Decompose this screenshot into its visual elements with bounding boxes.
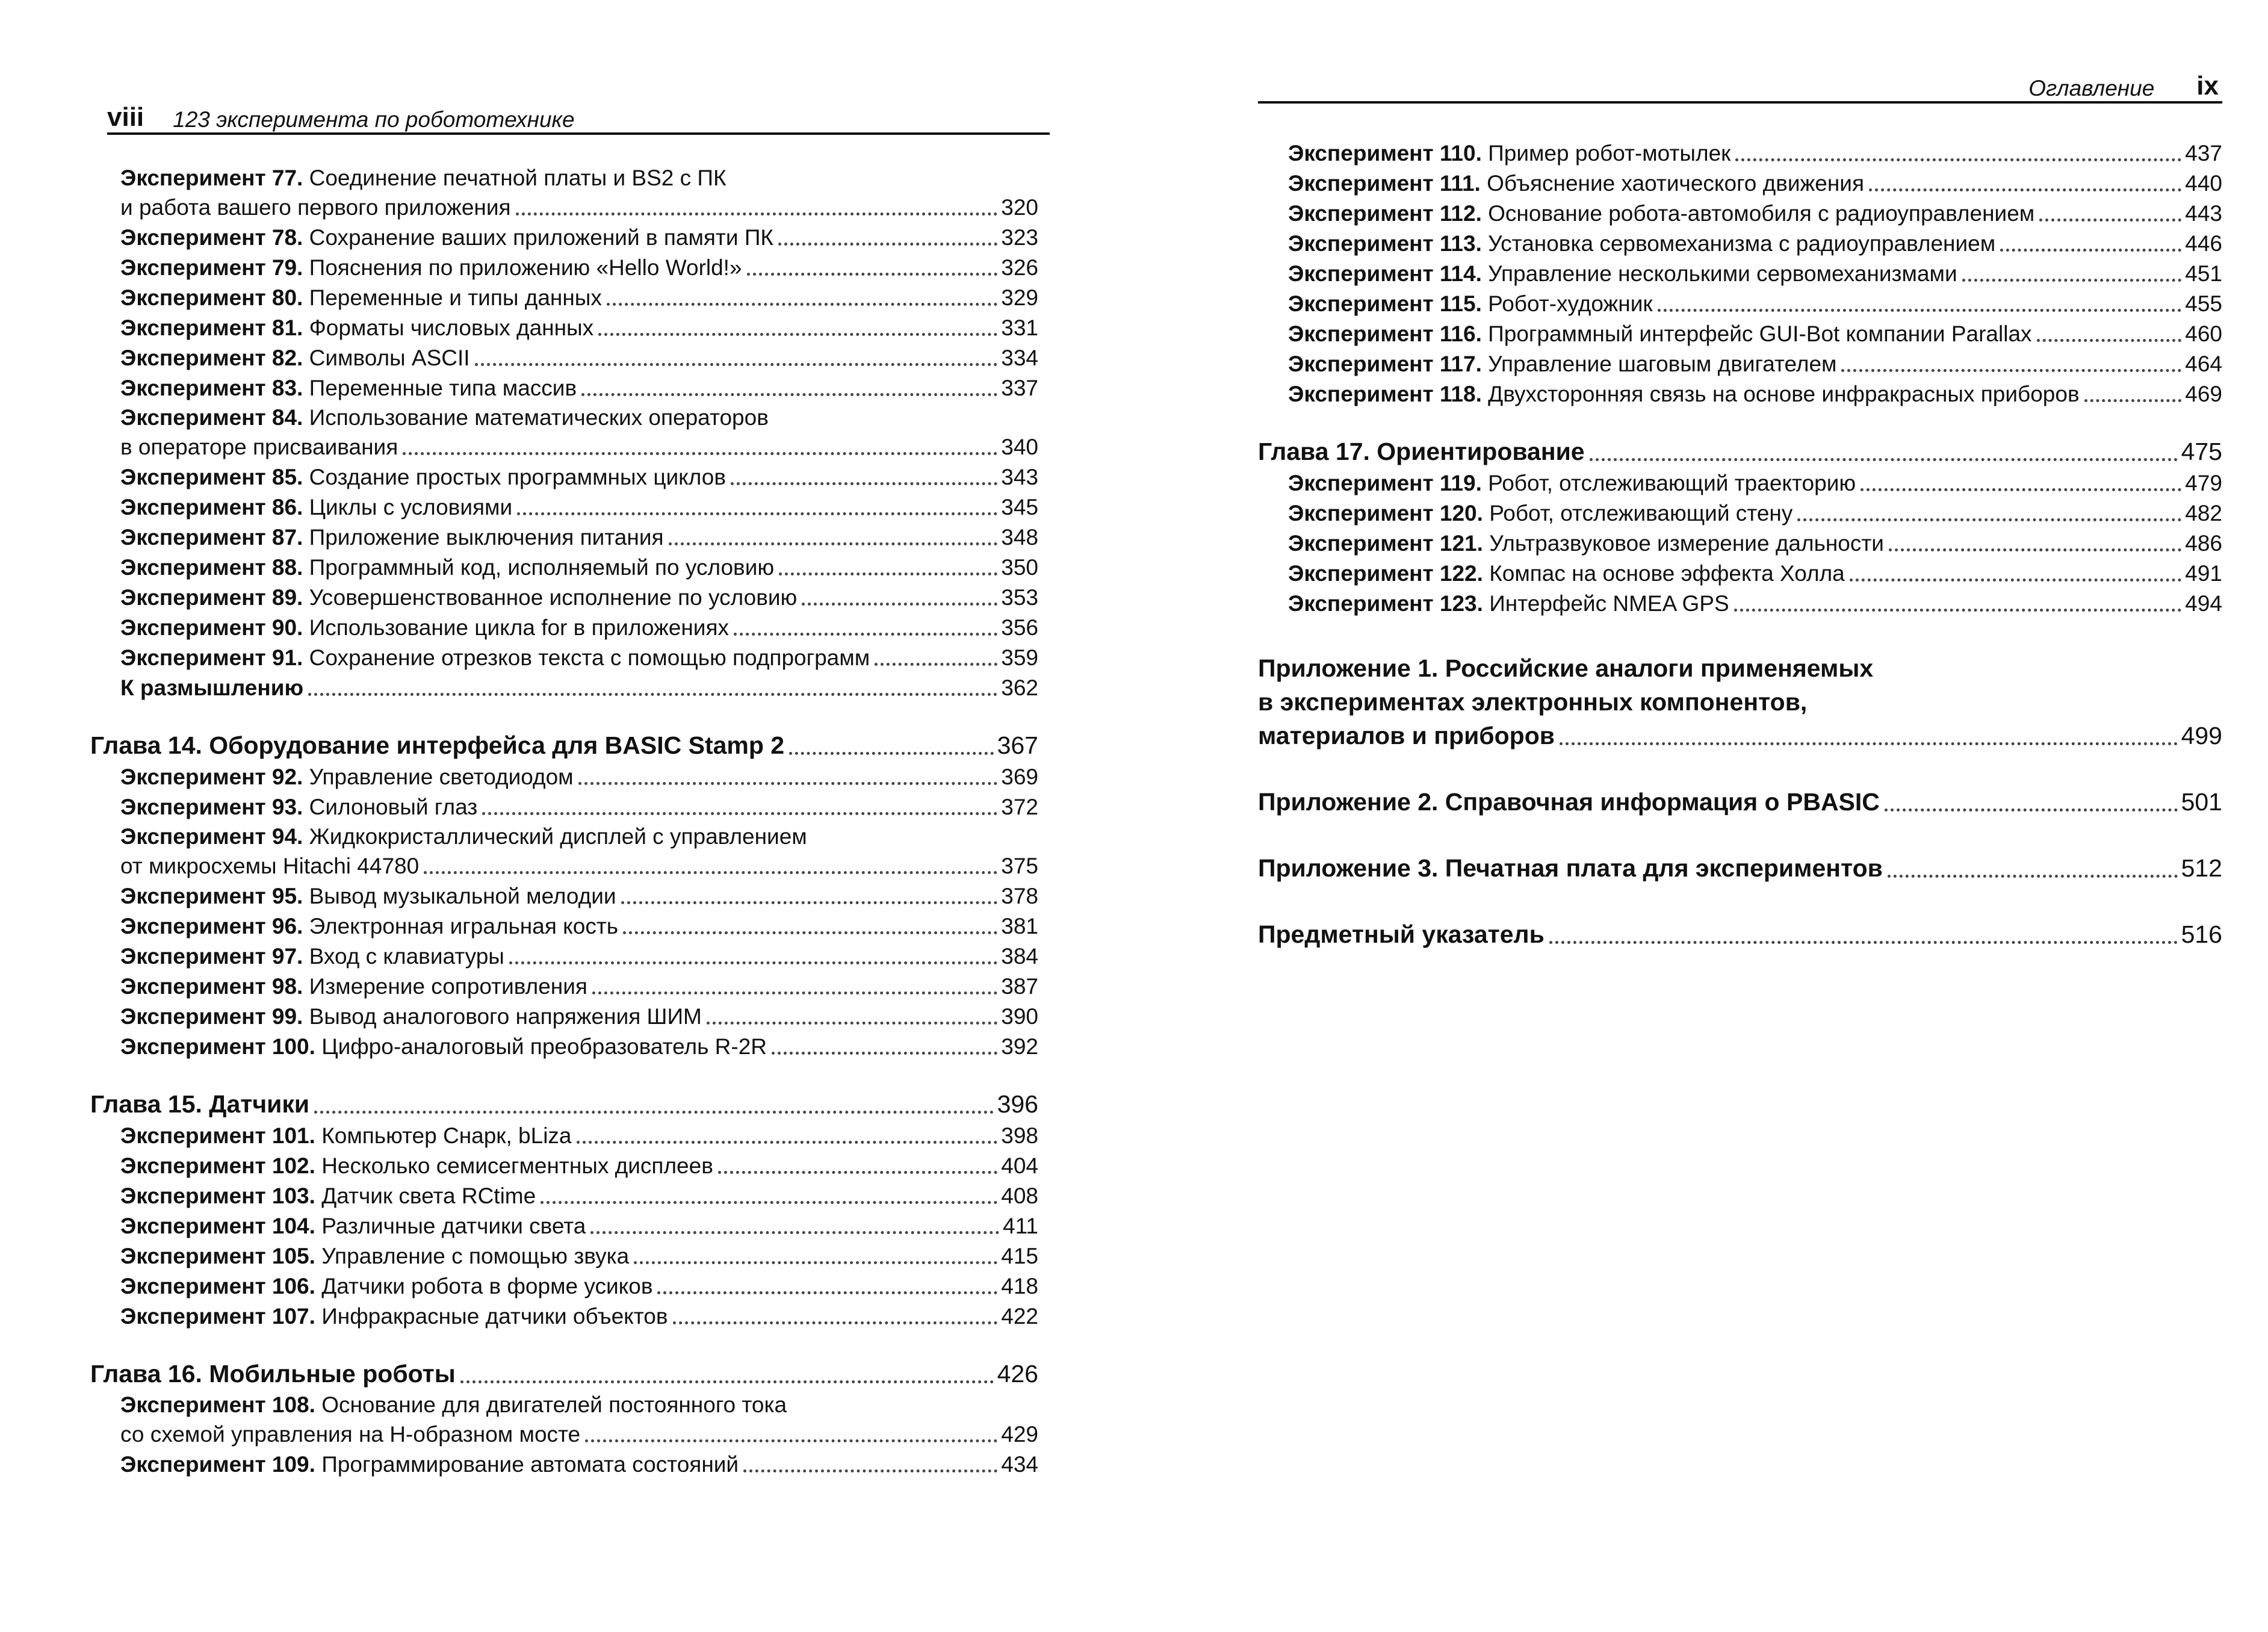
toc-entry-86[interactable]: Эксперимент 86. Циклы с условиями 345: [120, 495, 1038, 520]
toc-entry-113[interactable]: Эксперимент 113. Установка сервомеханизма с радиоуправлением 446: [1288, 231, 2222, 256]
toc-entry-106[interactable]: Эксперимент 106. Датчики робота в форме усиков 418: [120, 1274, 1038, 1298]
toc-entry-94[interactable]: от микросхемы Hitachi 44780 375: [120, 854, 1038, 878]
toc-entry-88[interactable]: Эксперимент 88. Программный код, исполняемый по условию 350: [120, 555, 1038, 580]
toc-entry-112[interactable]: Эксперимент 112. Основание робота-автомобиля с радиоуправлением 443: [1288, 201, 2222, 226]
right-toc: [1258, 138, 2222, 951]
toc-entry-91[interactable]: Эксперимент 91. Сохранение отрезков текста с помощью подпрограмм 359: [120, 645, 1038, 670]
toc-entry-84-line1: Эксперимент 84. Использование математических операторов: [120, 405, 769, 430]
toc-entry-108-line1: Эксперимент 108. Основание для двигателей постоянного тока: [120, 1392, 787, 1417]
toc-entry-99[interactable]: Эксперимент 99. Вывод аналогового напряжения ШИМ 390: [120, 1004, 1038, 1029]
left-page-number: viii: [107, 102, 144, 132]
toc-entry-83[interactable]: Эксперимент 83. Переменные типа массив 337: [120, 376, 1038, 400]
toc-entry-120[interactable]: Эксперимент 120. Робот, отслеживающий стену 482: [1288, 501, 2222, 526]
toc-entry-84[interactable]: в операторе присваивания 340: [120, 435, 1038, 459]
toc-entry-81[interactable]: Эксперимент 81. Форматы числовых данных 331: [120, 315, 1038, 340]
toc-entry-77[interactable]: и работа вашего первого приложения 320: [120, 195, 1038, 220]
toc-entry-121[interactable]: Эксперимент 121. Ультразвуковое измерение дальности 486: [1288, 531, 2222, 556]
toc-entry-117[interactable]: Эксперимент 117. Управление шаговым двигателем 464: [1288, 352, 2222, 376]
toc-chapter-16[interactable]: Глава 16. Мобильные роботы 426: [90, 1360, 1038, 1388]
toc-entry-105[interactable]: Эксперимент 105. Управление с помощью звука 415: [120, 1244, 1038, 1268]
toc-index[interactable]: Предметный указатель 516: [1258, 920, 2222, 948]
toc-entry-123[interactable]: Эксперимент 123. Интерфейс NMEA GPS 494: [1288, 591, 2222, 616]
toc-entry-100[interactable]: Эксперимент 100. Цифро-аналоговый преобразователь R-2R 392: [120, 1034, 1038, 1059]
toc-entry-114[interactable]: Эксперимент 114. Управление несколькими сервомеханизмами 451: [1288, 261, 2222, 286]
section-title: Оглавление: [2028, 76, 2155, 101]
toc-appendix-1[interactable]: материалов и приборов 499: [1258, 722, 2222, 749]
toc-entry-116[interactable]: Эксперимент 116. Программный интерфейс GUI-Bot компании Parallax 460: [1288, 321, 2222, 346]
toc-appendix-1-line2: в экспериментах электронных компонентов,: [1258, 688, 1808, 716]
toc-entry-82[interactable]: Эксперимент 82. Символы ASCII 334: [120, 346, 1038, 370]
left-page-header: [107, 102, 1050, 135]
toc-entry-85[interactable]: Эксперимент 85. Создание простых программных циклов 343: [120, 465, 1038, 489]
toc-entry-95[interactable]: Эксперимент 95. Вывод музыкальной мелодии 378: [120, 884, 1038, 908]
toc-entry-93[interactable]: Эксперимент 93. Силоновый глаз 372: [120, 795, 1038, 819]
toc-entry-108[interactable]: со схемой управления на H-образном мосте 429: [120, 1422, 1038, 1447]
toc-entry-101[interactable]: Эксперимент 101. Компьютер Снарк, bLiza 398: [120, 1123, 1038, 1148]
toc-entry-87[interactable]: Эксперимент 87. Приложение выключения питания 348: [120, 525, 1038, 550]
toc-entry-115[interactable]: Эксперимент 115. Робот-художник 455: [1288, 291, 2222, 316]
toc-chapter-14[interactable]: Глава 14. Оборудование интерфейса для BASIC Stamp 2 367: [90, 731, 1038, 759]
toc-entry-94-line1: Эксперимент 94. Жидкокристаллический дисплей с управлением: [120, 824, 807, 849]
right-page-header: [1258, 71, 2222, 104]
toc-appendix-1-line1: Приложение 1. Российские аналоги применяемых: [1258, 654, 1874, 682]
toc-chapter-17[interactable]: Глава 17. Ориентирование 475: [1258, 438, 2222, 465]
toc-entry-111[interactable]: Эксперимент 111. Объяснение хаотического движения 440: [1288, 171, 2222, 196]
toc-entry-92[interactable]: Эксперимент 92. Управление светодиодом 369: [120, 765, 1038, 789]
toc-entry-90[interactable]: Эксперимент 90. Использование цикла for в приложениях 356: [120, 615, 1038, 640]
toc-entry-118[interactable]: Эксперимент 118. Двухсторонняя связь на основе инфракрасных приборов 469: [1288, 382, 2222, 406]
toc-entry-77-line1: Эксперимент 77. Соединение печатной платы и BS2 с ПК: [120, 166, 727, 190]
book-title: 123 эксперимента по робототехнике: [173, 107, 575, 132]
toc-entry-78[interactable]: Эксперимент 78. Сохранение ваших приложений в памяти ПК 323: [120, 225, 1038, 250]
toc-appendix-3[interactable]: Приложение 3. Печатная плата для экспериментов 512: [1258, 854, 2222, 882]
toc-chapter-15[interactable]: Глава 15. Датчики 396: [90, 1090, 1038, 1118]
left-toc: [90, 164, 1038, 1480]
toc-entry-104[interactable]: Эксперимент 104. Различные датчики света 411: [120, 1214, 1038, 1238]
toc-entry-119[interactable]: Эксперимент 119. Робот, отслеживающий траекторию 479: [1288, 471, 2222, 495]
toc-entry-97[interactable]: Эксперимент 97. Вход с клавиатуры 384: [120, 944, 1038, 969]
toc-entry-98[interactable]: Эксперимент 98. Измерение сопротивления 387: [120, 974, 1038, 999]
toc-entry-122[interactable]: Эксперимент 122. Компас на основе эффекта Холла 491: [1288, 561, 2222, 586]
toc-entry-79[interactable]: Эксперимент 79. Пояснения по приложению «Hello World!» 326: [120, 255, 1038, 280]
toc-entry-103[interactable]: Эксперимент 103. Датчик света RCtime 408: [120, 1184, 1038, 1208]
toc-entry-96[interactable]: Эксперимент 96. Электронная игральная кость 381: [120, 914, 1038, 939]
toc-entry-reflect[interactable]: К размышлению 362: [120, 675, 1038, 700]
right-page-number: ix: [2196, 71, 2219, 101]
toc-entry-102[interactable]: Эксперимент 102. Несколько семисегментных дисплеев 404: [120, 1153, 1038, 1178]
toc-entry-89[interactable]: Эксперимент 89. Усовершенствованное исполнение по условию 353: [120, 585, 1038, 610]
toc-entry-109[interactable]: Эксперимент 109. Программирование автомата состояний 434: [120, 1452, 1038, 1477]
toc-entry-80[interactable]: Эксперимент 80. Переменные и типы данных 329: [120, 285, 1038, 310]
toc-appendix-2[interactable]: Приложение 2. Справочная информация о PBASIC 501: [1258, 788, 2222, 816]
toc-entry-110[interactable]: Эксперимент 110. Пример робот-мотылек 437: [1288, 141, 2222, 166]
toc-entry-107[interactable]: Эксперимент 107. Инфракрасные датчики объектов 422: [120, 1304, 1038, 1329]
